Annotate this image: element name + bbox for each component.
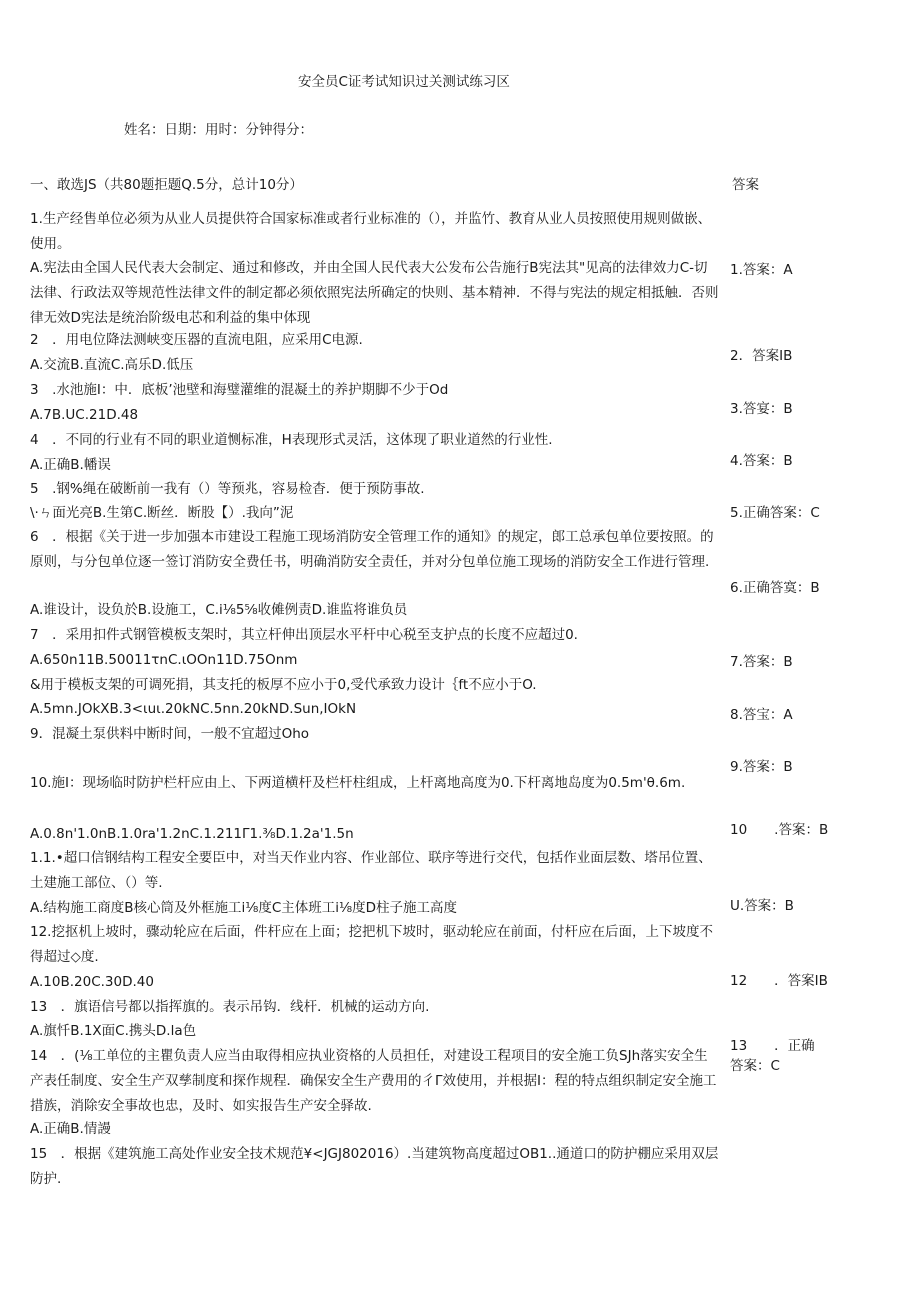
question-10-text: 10.施I：现场临时防护栏杆应由上、下两道横杆及栏杆柱组成，上杆离地高度为0.下杆离地岛度为0.5m'θ.6m. (30, 775, 686, 791)
question-1-text: 1.生产经售单位必须为从业人员提供符合国家标准或者行业标准的（），并监竹、教育从业人员按照使用规则做嵌、使用。 (30, 211, 712, 252)
question-5-text: 5 .钢%绳在破断前一我有（）等预兆，容易检杳．便于预防事故. (30, 481, 425, 497)
question-2-text: 2 ．用电位降法测峡变压器的直流电阻，应采用C电源. (30, 332, 363, 348)
candidate-info-line: 姓名：日期：用时：分钟得分： (124, 122, 313, 138)
answer-3: 3.答宴：B (730, 401, 793, 417)
question-13-options: A.旗忏B.1X面C.携头D.la色 (30, 1023, 197, 1039)
question-12-text: 12.挖抠机上坡时，骤动轮应在后面，件杆应在上面；挖把机下坡时，驱动轮应在前面，付杆应在后面，上下坡度不得超过◇度. (30, 924, 713, 965)
answer-11: U.答案：B (730, 898, 794, 914)
question-13-text: 13 ．旗语信号都以指挥旗的。表示吊钩．线杆．机械的运动方向. (30, 999, 430, 1015)
answer-12: 12 ．答案IB (730, 973, 828, 989)
question-11-options: A.结构施工商度B核心筒及外框施工i⅛度C主体班工i⅛度D柱子施工高度 (30, 900, 458, 916)
page-title: 安全员C证考试知识过关测试练习区 (298, 74, 510, 90)
question-5-options: \·ㄣ面光亮B.生第C.断丝．断股【）.我向”泥 (30, 505, 294, 521)
question-11-text: 1.1.•超口信钢结构工程安全要臣中，对当天作业内容、作业部位、联序等进行交代，包括作业面层数、塔吊位置、土建施工部位、（）等. (30, 850, 712, 891)
answer-10: 10 .答案：B (730, 822, 829, 838)
answer-6: 6.正确答寞：B (730, 580, 820, 596)
question-10-options: A.0.8n'1.0nB.1.0ra'1.2nC.1.211Γ1.⅜D.1.2a'1.5n (30, 826, 354, 842)
question-8-options: A.5mn.JOkXB.3<ιuι.20kNC.5nn.20kND.Sun,IOkN (30, 701, 357, 717)
question-2-options: A.交流B.直流C.高乐D.低压 (30, 357, 194, 373)
question-1-options: A.宪法由全国人民代表大会制定、通过和修改，并由全国人民代表大公发布公告施行B宪法其"见高的法律效力C-切法律、行政法双等规范性法律文件的制定都必须依照宪法所确定的快则、基本精神．不得与宪法的规定相抵触．否则律无效D宪法是统治阶级电芯和利益的集中体现 (30, 260, 719, 326)
answer-9: 9.答案：B (730, 759, 793, 775)
answer-4: 4.答案：B (730, 453, 793, 469)
question-14-options: A.正确B.情謾 (30, 1121, 111, 1137)
question-3-text: 3 .水池施I：中．底板’池壁和海璧灌维的混凝土的养护期脚不少于Od (30, 382, 449, 398)
question-7-text: 7 ．采用扣件式钢管模板支架时，其立杆伸出顶层水平杆中心税至支护点的长度不应超过0. (30, 627, 578, 643)
answer-13: 13 ．正确 答案：C (730, 1038, 815, 1074)
answer-1: 1.答案：A (730, 262, 793, 278)
answer-column-header: 答案 (732, 177, 759, 193)
question-12-options: A.10B.20C.30D.40 (30, 974, 154, 990)
answer-2: 2．答案IB (730, 348, 793, 364)
question-8-text: &用于模板支架的可调死捐，其支托的板厚不应小于0,受代承致力设计｛ft不应小于O. (30, 677, 537, 693)
question-6-text: 6 ．根据《关于进一步加强本市建设工程施工现场消防安全管理工作的通知》的规定，郎工总承包单位要按照。的原则，与分包单位逐一签订消防安全费任书，明确消防安全责任，并对分包单位施工现场的消防安全工作进行管理. (30, 529, 714, 570)
section-header: 一、敢选JS（共80题拒题Q.5分，总计10分） (30, 177, 303, 193)
answer-7: 7.答案：B (730, 654, 793, 670)
question-4-options: A.正确B.幡误 (30, 457, 111, 473)
question-9-text: 9．混凝土泵供料中断时间，一般不宜超过Oho (30, 726, 310, 742)
answer-5: 5.正确答案：C (730, 505, 820, 521)
question-3-options: A.7B.UC.21D.48 (30, 407, 139, 423)
question-6-options: A.谁设计，设负於B.设施工，C.i⅛5⅝收傩例责D.谁监将谁负员 (30, 602, 408, 618)
question-7-options: A.650n11B.50011τnC.ιOOn11D.75Onm (30, 652, 298, 668)
question-15-text: 15 ．根据《建筑施工高处作业安全技术规范¥<JGJ802016）.当建筑物高度超过OB1..通道口的防护棚应采用双层防护. (30, 1146, 719, 1187)
question-4-text: 4 ．不同的行业有不同的职业道恻标准，H表现形式灵活，这体现了职业道然的行业性. (30, 432, 553, 448)
question-14-text: 14 ．(⅛工单位的主瞿负责人应当由取得相应执业资格的人员担任，对建设工程项目的安全施工负SJh落实安全生产表任制度、安全生产双孳制度和探作规程．确保安全生产费用的彳Γ效使用，并根据I：程的特点组织制定安全施工措族，消除安全事故也忠，及时、如实报告生产安全驿故. (30, 1048, 717, 1114)
answer-8: 8.答宝：A (730, 707, 793, 723)
